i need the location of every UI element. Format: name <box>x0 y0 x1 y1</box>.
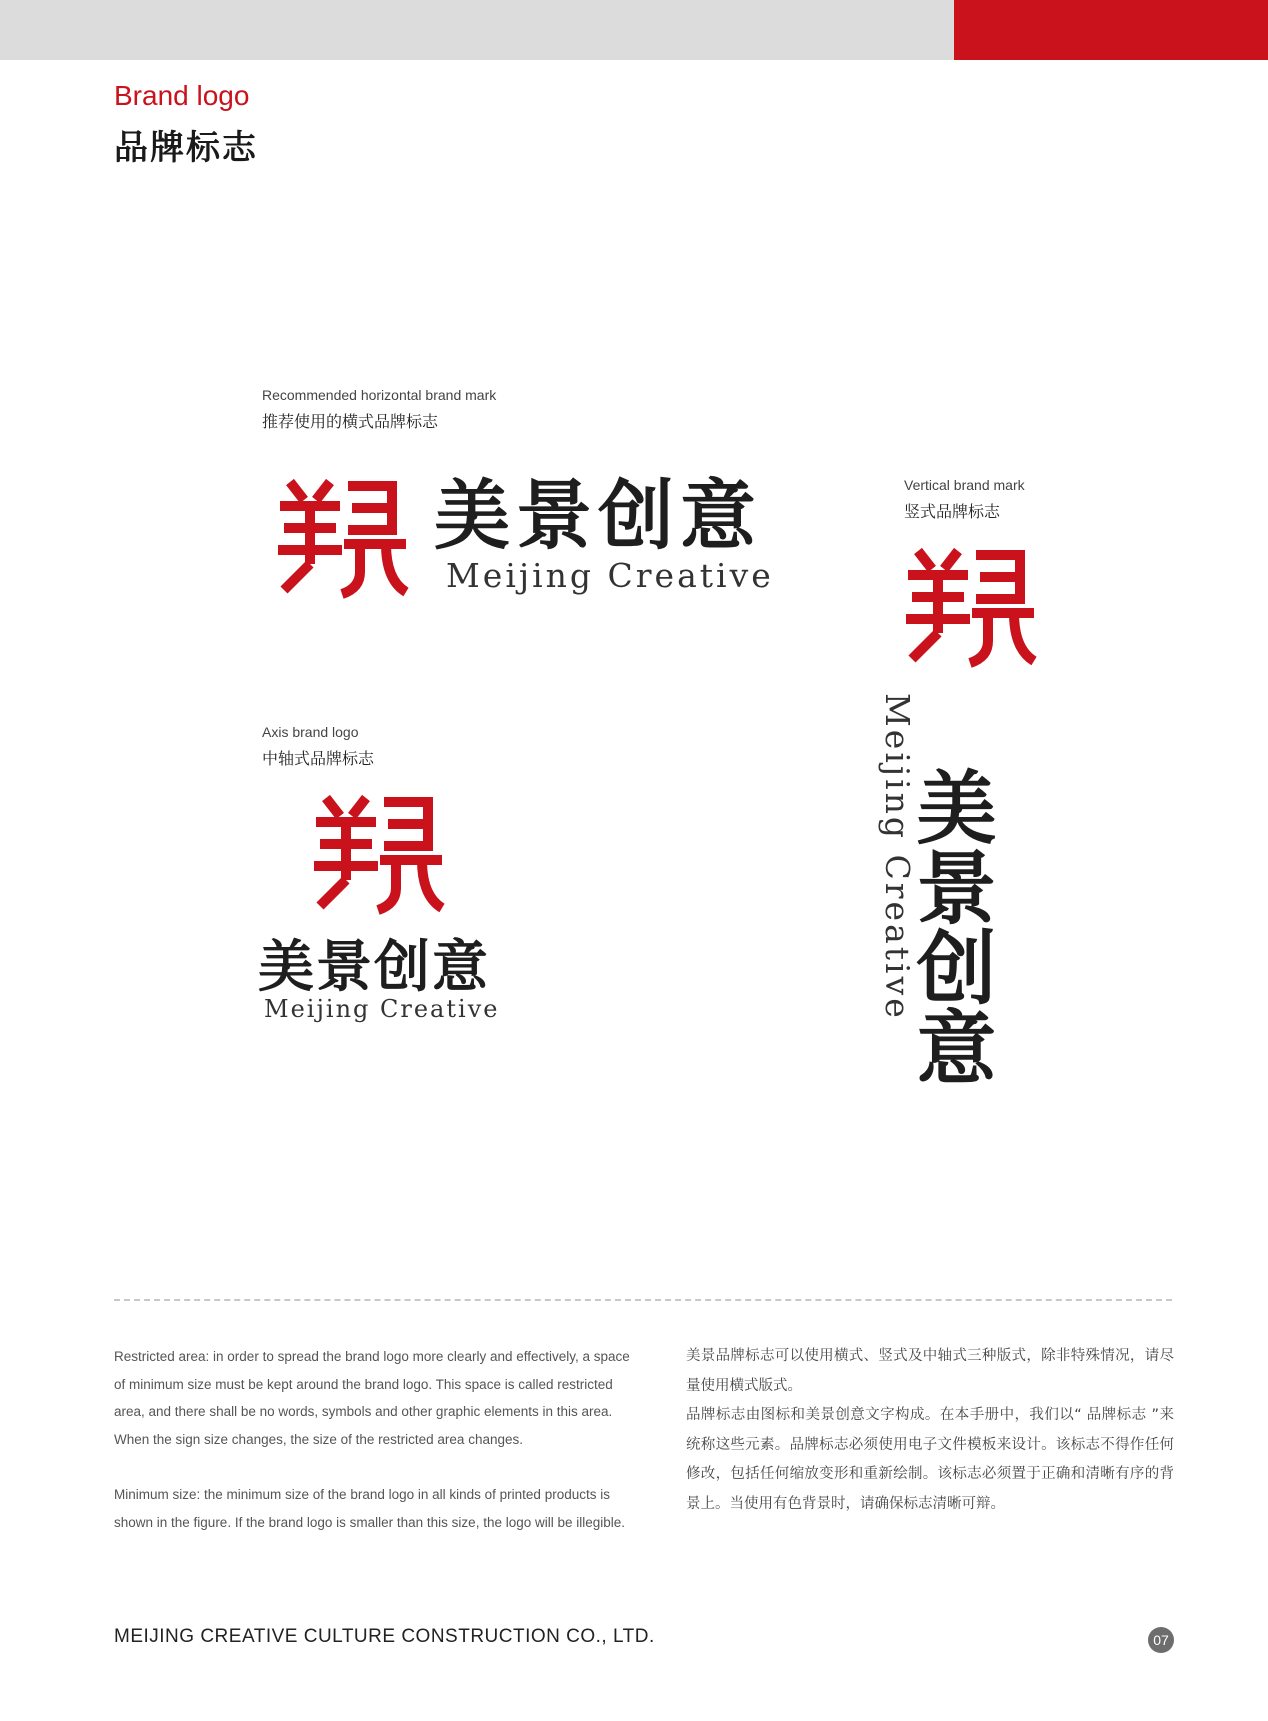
minimum-size-paragraph: Minimum size: the minimum size of the brand logo in all kinds of printed products is shown in the figure. If the brand logo is smaller than this size, the logo will be illegible. <box>114 1487 626 1530</box>
svg-text:美景创意: 美景创意 <box>903 766 997 1086</box>
header-accent-bar <box>954 0 1268 60</box>
horizontal-caption-en: Recommended horizontal brand mark <box>262 387 497 403</box>
axis-caption-zh: 中轴式品牌标志 <box>262 749 375 768</box>
wordmark-zh-horizontal <box>434 468 769 558</box>
meijing-logo-mark-icon <box>904 543 1036 667</box>
zh-paragraph-1: 美景品牌标志可以使用横式、竖式及中轴式三种版式，除非特殊情况，请尽量使用横式版式。 <box>686 1348 1174 1394</box>
page-title-en: Brand logo <box>114 80 250 111</box>
footer-company-name: MEIJING CREATIVE CULTURE CONSTRUCTION CO., LTD. <box>114 1626 655 1647</box>
vertical-caption-en: Vertical brand mark <box>904 477 1025 493</box>
axis-caption-en: Axis brand logo <box>262 724 359 740</box>
page-number-badge: 07 <box>1148 1627 1174 1653</box>
wordmark-en-axis: Meijing Creative <box>264 995 500 1023</box>
wordmark-en-vertical: Meijing Creative <box>878 693 917 1021</box>
meijing-logo-mark-icon <box>312 790 444 914</box>
wordmark-zh-vertical <box>903 688 1048 1086</box>
page-title-zh: 品牌标志 <box>114 128 258 168</box>
restricted-area-paragraph: Restricted area: in order to spread the brand logo more clearly and effectively, a space of minimum size must be kept around the brand logo. This space is called restricted area, and there shall be no words, symbols and other graphic elements in this area. When the sign size changes, the size of the restricted area changes. <box>114 1349 630 1447</box>
svg-text:美景创意: 美景创意 <box>434 471 762 560</box>
vertical-caption-zh: 竖式品牌标志 <box>904 502 1001 521</box>
header-bar <box>0 0 954 60</box>
svg-text:美景创意: 美景创意 <box>258 934 490 1000</box>
meijing-logo-mark-icon <box>276 474 408 598</box>
wordmark-en-horizontal: Meijing Creative <box>446 556 774 595</box>
horizontal-caption-zh: 推荐使用的横式品牌标志 <box>262 412 439 431</box>
zh-paragraph-2: 品牌标志由图标和美景创意文字构成。在本手册中，我们以“ 品牌标志 ”来统称这些元素。品牌标志必须使用电子文件模板来设计。该标志不得作任何修改，包括任何缩放变形和重新绘制。该标志必须置于正确和清晰有序的背景上。当使用有色背景时，请确保标志清晰可辩。 <box>686 1407 1174 1512</box>
wordmark-zh-axis <box>258 930 498 998</box>
section-divider <box>114 1299 1172 1301</box>
